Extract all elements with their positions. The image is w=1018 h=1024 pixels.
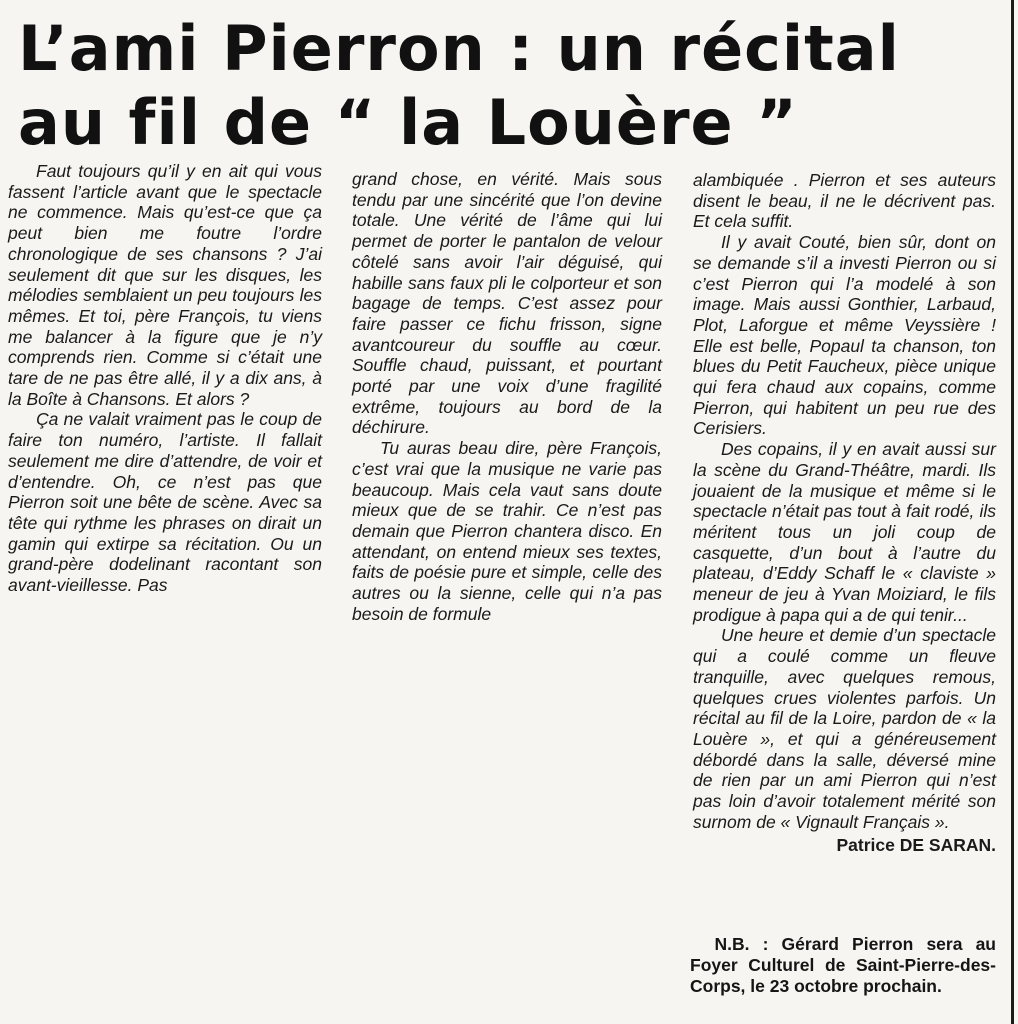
- note-box: [690, 934, 996, 997]
- paragraph: Des copains, il y en avait aussi sur la scène du Grand-Théâtre, mardi. Ils jouaient de la musique et même si le spectacle n’était pas tout à fait rodé, ils méritent tous un joli coup de casquette, d’un bout à l’autre du plateau, d’Eddy Schaff le « claviste » meneur de jeu à Yvan Moiziard, le fils prodigue à papa qui a de qui tenir...: [693, 439, 996, 625]
- paragraph: Faut toujours qu’il y en ait qui vous fassent l’article avant que le spectacle ne commence. Mais qu’est-ce que ça peut bien me foutre l’ordre chronologique de ses chansons ? J’ai seulement dit que sur les disques, les mélodies semblaient un peu toujours les mêmes. Et toi, père François, tu viens me balancer à la figure que je n’y comprends rien. Comme si c’était une tare de ne pas être allé, il y a dix ans, à la Boîte à Chansons. Et alors ?: [8, 161, 322, 409]
- article-headline: [18, 12, 1008, 160]
- paragraph: Ça ne valait vraiment pas le coup de faire ton numéro, l’artiste. Il fallait seulement me dire d’attendre, de voir et d’entendre. Oh, ce n’est pas que Pierron soit une bête de scène. Avec sa tête qui rythme les phrases on dirait un gamin qui extirpe sa récitation. Ou un grand-père dodelinant racontant son avant-vieillesse. Pas: [8, 409, 322, 596]
- paragraph: Tu auras beau dire, père François, c’est vrai que la musique ne varie pas beaucoup. Mais cela vaut sans doute mieux que de se trahir. Ce n’est pas demain que Pierron chantera disco. En attendant, on entend mieux ses textes, faits de poésie pure et simple, celle des autres ou la sienne, celle qui n’a pas besoin de formule: [352, 438, 662, 624]
- author-signature: Patrice DE SARAN.: [836, 834, 996, 855]
- headline-line-2: au fil de “ la Louère ”: [18, 86, 798, 159]
- note-text: N.B. : Gérard Pierron sera au Foyer Culturel de Saint-Pierre-des-Corps, le 23 octobre prochain.: [690, 934, 996, 996]
- column-rule: [1011, 0, 1014, 1024]
- article-column-2: [352, 169, 662, 624]
- paragraph: grand chose, en vérité. Mais sous tendu par une sincérité que l’on devine totale. Une vérité de l’âme qui lui permet de porter le pantalon de velour côtelé sans avoir l’air déguisé, qui habille sans faux pli le colporteur et son bagage de temps. C’est assez pour faire passer ce fichu frisson, signe avantcoureur du souffle au cœur. Souffle chaud, puissant, et pourtant porté par une voix d’une fragilité extrême, toujours au bord de la déchirure.: [352, 169, 662, 438]
- article-column-3: [693, 170, 996, 855]
- paragraph: Une heure et demie d’un spectacle qui a coulé comme un fleuve tranquille, avec quelques remous, quelques crues violentes parfois. Un récital au fil de la Loire, pardon de « la Louère », et qui a généreusement débordé dans la salle, déversé mine de rien par un ami Pierron qui n’est pas loin d’avoir totalement mérité son surnom de « Vignault Français ».: [693, 625, 996, 832]
- headline-line-1: L’ami Pierron : un récital: [18, 12, 900, 85]
- paragraph: Il y avait Couté, bien sûr, dont on se demande s’il a investi Pierron ou si c’est Pierron qui l’a modelé à son image. Mais aussi Gonthier, Larbaud, Plot, Laforgue et même Veyssière ! Elle est belle, Popaul ta chanson, ton blues du Petit Faucheux, pièce unique qui fera chaud aux copains, comme Pierron, qui habitent un peu rue des Cerisiers.: [693, 232, 996, 439]
- paragraph: alambiquée . Pierron et ses auteurs disent le beau, il ne le décrivent pas. Et cela suffit.: [693, 170, 996, 232]
- article-column-1: [8, 161, 322, 596]
